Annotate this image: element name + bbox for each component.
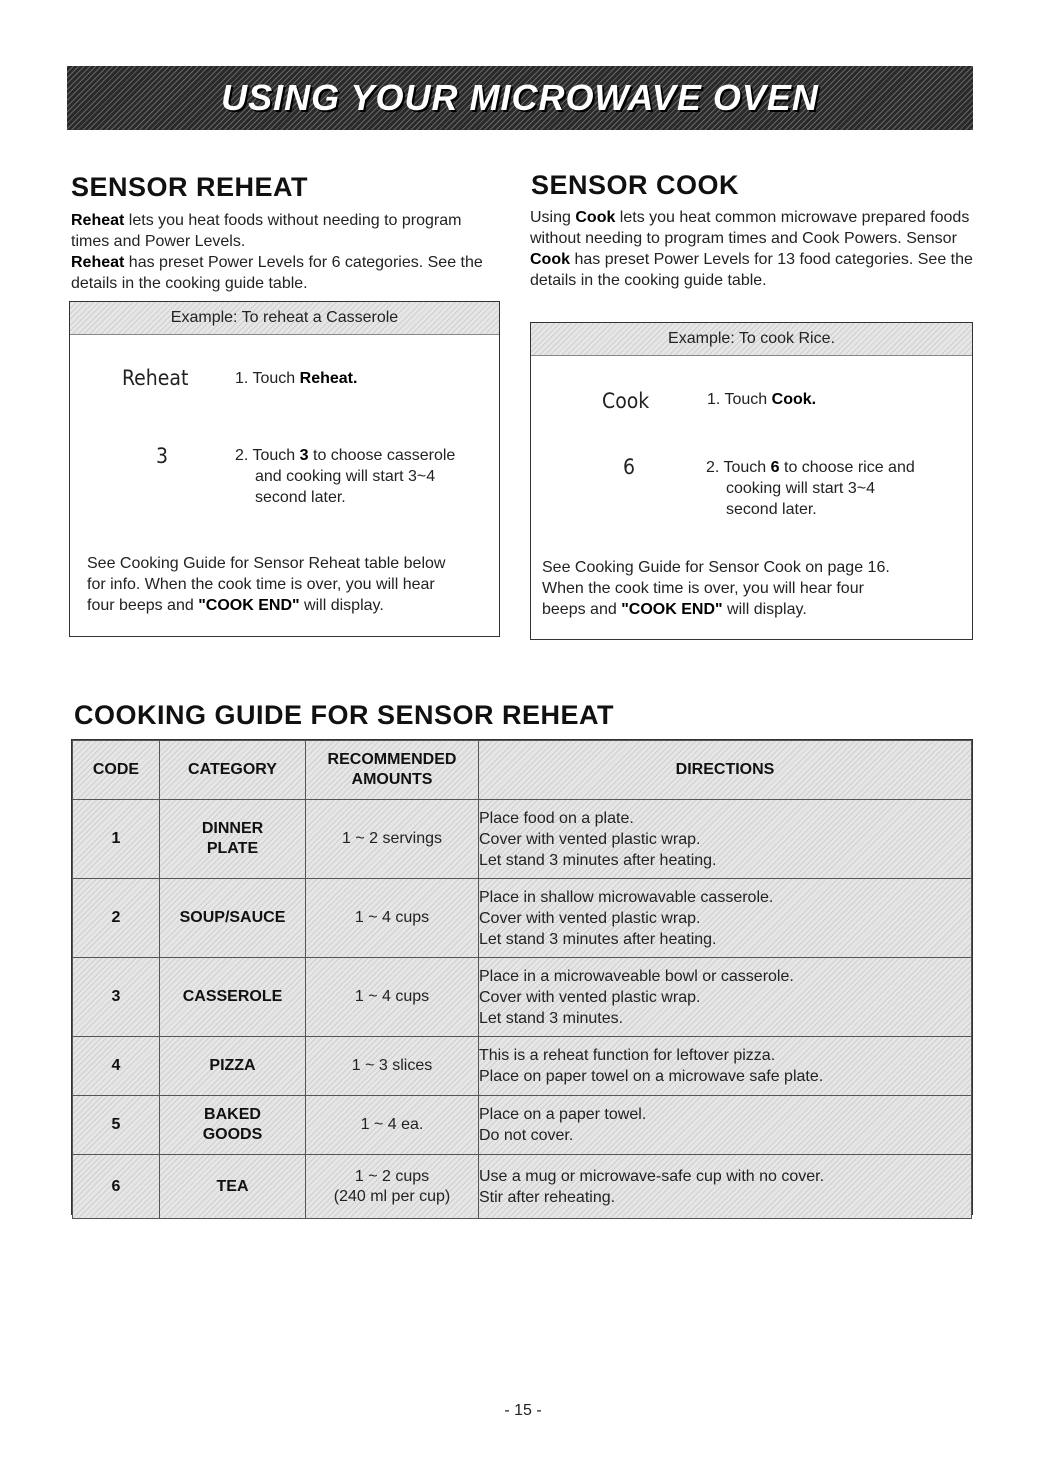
- cook-note: See Cooking Guide for Sensor Cook on page 16. When the cook time is over, you will hear four beeps and "COOK END" will display.: [542, 559, 890, 618]
- cell-directions: This is a reheat function for leftover pizza. Place on paper towel on a microwave safe plate.: [479, 1037, 972, 1096]
- cell-category: PIZZA: [160, 1037, 306, 1096]
- reheat-step-2: 2. Touch 3 to choose casserole and cooking will start 3~4 second later.: [235, 447, 456, 506]
- cell-code: 5: [73, 1096, 160, 1155]
- cell-amounts: 1 ~ 4 ea.: [306, 1096, 479, 1155]
- sensor-reheat-heading: SENSOR REHEAT: [71, 172, 309, 202]
- table-row: [73, 1096, 972, 1155]
- reheat-step-1: 1. Touch Reheat.: [235, 370, 358, 387]
- reheat-example-header: Example: To reheat a Casserole: [70, 302, 499, 335]
- number-3-key-label: 3: [156, 444, 169, 468]
- cell-category: DINNER PLATE: [160, 800, 306, 879]
- cook-step-2: 2. Touch 6 to choose rice and cooking will start 3~4 second later.: [706, 459, 915, 518]
- table-row: [73, 958, 972, 1037]
- number-6-key-label: 6: [623, 455, 636, 479]
- cell-code: 1: [73, 800, 160, 879]
- table-row: [73, 879, 972, 958]
- reheat-key-label: Reheat: [122, 366, 189, 390]
- table-row: [73, 1037, 972, 1096]
- cook-example-header: Example: To cook Rice.: [531, 323, 972, 356]
- reheat-example-box: [69, 301, 500, 637]
- cooking-guide-table: [71, 739, 973, 1215]
- reheat-note: See Cooking Guide for Sensor Reheat table below for info. When the cook time is over, you will hear four beeps and "COOK END" will display.: [87, 555, 446, 614]
- header-code: CODE: [73, 741, 160, 800]
- cell-directions: Place in shallow microwavable casserole. Cover with vented plastic wrap. Let stand 3 minutes after heating.: [479, 879, 972, 958]
- cell-code: 3: [73, 958, 160, 1037]
- banner-title: USING YOUR MICROWAVE OVEN: [221, 77, 819, 118]
- cell-category: TEA: [160, 1155, 306, 1219]
- cell-amounts: 1 ~ 2 servings: [306, 800, 479, 879]
- header-directions: DIRECTIONS: [479, 741, 972, 800]
- cooking-guide-heading: COOKING GUIDE FOR SENSOR REHEAT: [74, 700, 615, 730]
- cell-amounts: 1 ~ 3 slices: [306, 1037, 479, 1096]
- cook-step-1: 1. Touch Cook.: [707, 391, 817, 408]
- cell-directions: Place food on a plate. Cover with vented plastic wrap. Let stand 3 minutes after heating.: [479, 800, 972, 879]
- cell-directions: Place in a microwaveable bowl or casserole. Cover with vented plastic wrap. Let stand 3 minutes.: [479, 958, 972, 1037]
- cell-amounts: 1 ~ 4 cups: [306, 958, 479, 1037]
- cell-category: BAKED GOODS: [160, 1096, 306, 1155]
- page-banner: [67, 66, 973, 130]
- cell-code: 4: [73, 1037, 160, 1096]
- page-number: - 15 -: [504, 1402, 542, 1419]
- sensor-cook-intro: Using Cook lets you heat common microwave prepared foods without needing to program times and Cook Powers. Sensor Cook has preset Power Levels for 13 food categories. See the details in the cooking guide table.: [530, 209, 973, 289]
- cell-category: SOUP/SAUCE: [160, 879, 306, 958]
- table-row: [73, 1155, 972, 1219]
- table-row: [73, 800, 972, 879]
- cook-key-label: Cook: [602, 389, 650, 413]
- cell-directions: Use a mug or microwave-safe cup with no cover. Stir after reheating.: [479, 1155, 972, 1219]
- header-amounts: RECOMMENDED AMOUNTS: [306, 741, 479, 800]
- sensor-reheat-intro: Reheat lets you heat foods without needing to program times and Power Levels. Reheat has preset Power Levels for 6 categories. See the details in the cooking guide table.: [71, 212, 483, 292]
- cell-code: 2: [73, 879, 160, 958]
- cook-example-box: [530, 322, 973, 640]
- cell-code: 6: [73, 1155, 160, 1219]
- table-header-row: [73, 741, 972, 800]
- cell-category: CASSEROLE: [160, 958, 306, 1037]
- sensor-cook-heading: SENSOR COOK: [531, 170, 740, 200]
- header-category: CATEGORY: [160, 741, 306, 800]
- cell-amounts: 1 ~ 2 cups (240 ml per cup): [306, 1155, 479, 1219]
- cell-directions: Place on a paper towel. Do not cover.: [479, 1096, 972, 1155]
- cell-amounts: 1 ~ 4 cups: [306, 879, 479, 958]
